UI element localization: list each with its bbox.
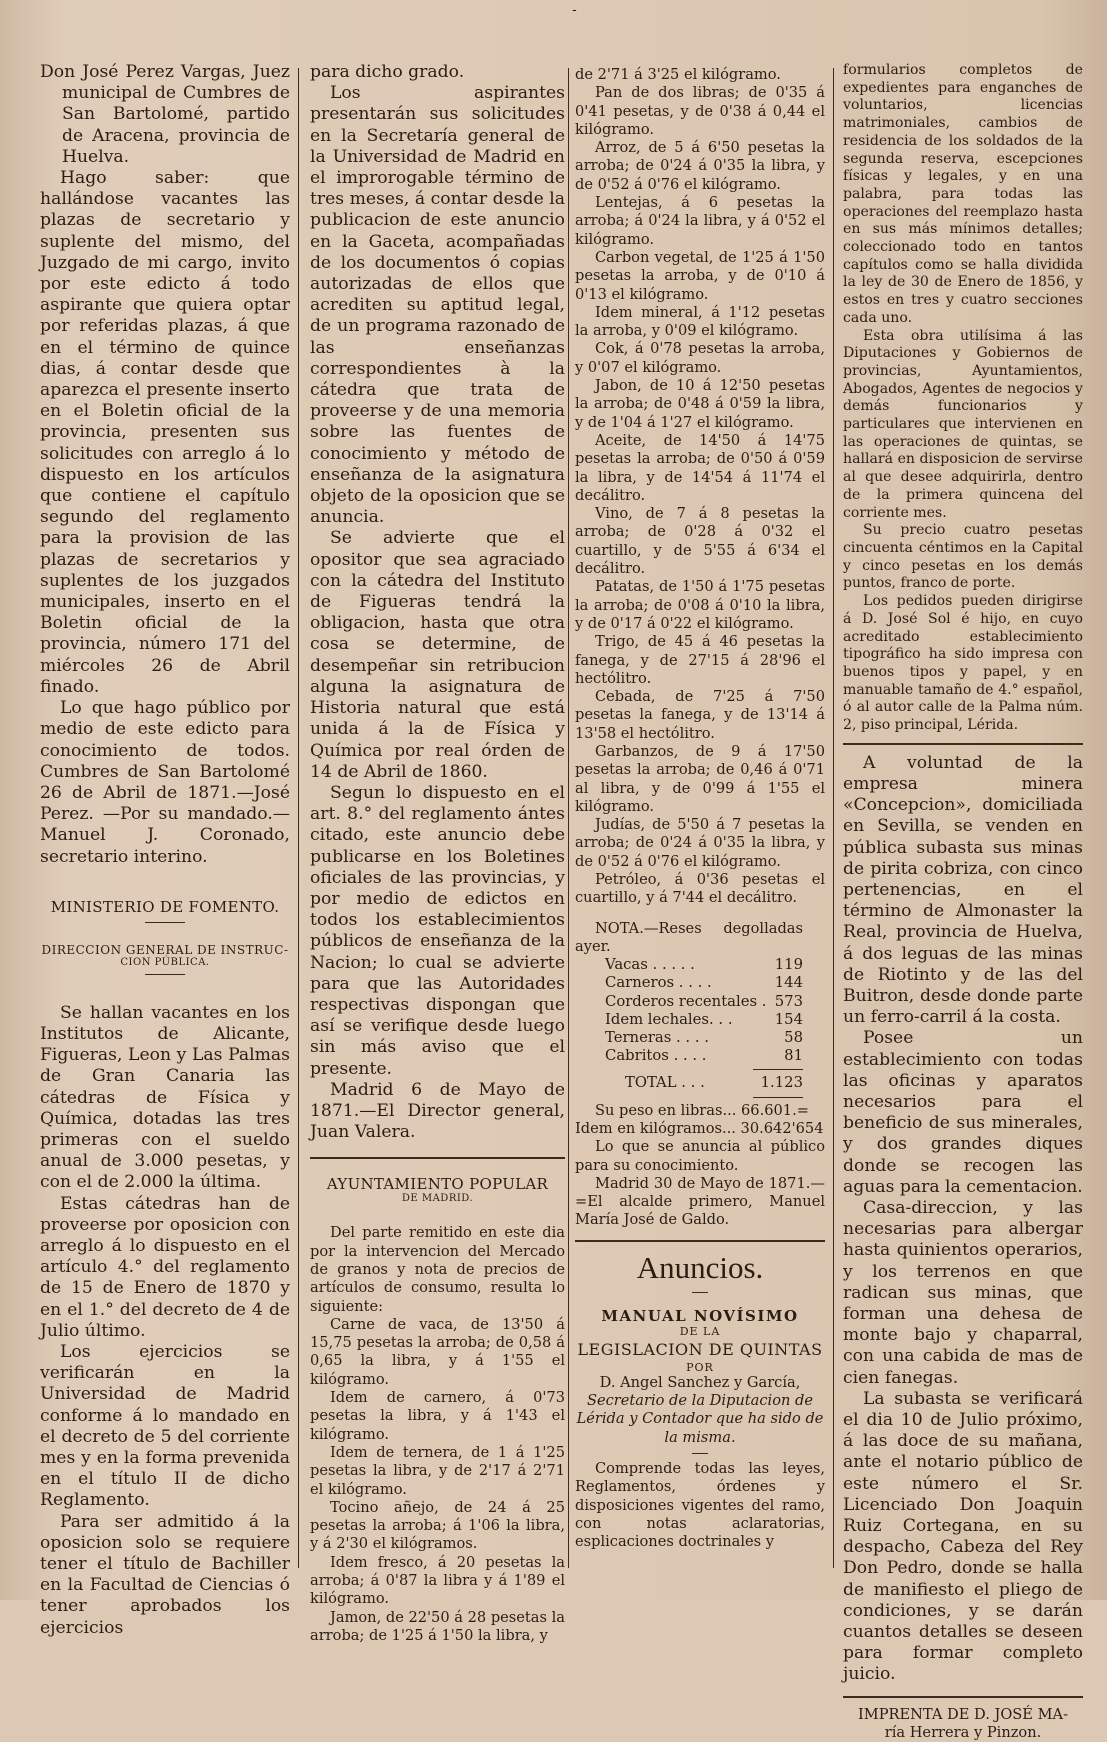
ad-paragraph: Su precio cuatro pesetas cincuenta céntimos en la Capital y cinco pesetas en los demás puntos, franco de porte.	[843, 522, 1083, 592]
notice-paragraph: Lo que se anuncia al público para su conocimiento.	[575, 1138, 825, 1174]
notice-paragraph: para dicho grado.	[310, 62, 465, 82]
notice-paragraph: Hago saber: que hallándose vacantes las plazas de secretario y suplente del mismo, del Juzgado de mi cargo, invito por este edicto á todo aspirante que quiera optar por referidas plazas, á que en el término de quince dias, á contar desde que aparezca el presente inserto en el Boletin oficial de la provincia, presenten sus solicitudes con arreglo á lo dispuesto en los artículos que contiene el capítulo segundo del reglamento para la provision de las plazas de secretarios y suplentes de los juzgados municipales, inserto en el Boletin oficial de la provincia, número 171 del miércoles 26 de Abril finado.	[40, 168, 290, 697]
market-item: Arroz, de 5 á 6'50 pesetas la arroba; de 0'24 á 0'35 la libra, y de 0'52 á 0'76 el kilógramo.	[575, 139, 825, 193]
ad-paragraph: Comprende todas las leyes, Reglamentos, órdenes y disposiciones vigentes del ramo, con notas aclaratorias, esplicaciones doctrinales y	[575, 1459, 825, 1551]
ad-author-role: Secretario de la Diputacion de Lérida y Contador que ha sido de la misma.	[576, 1392, 824, 1446]
ad-paragraph: Esta obra utilísima á las Diputaciones y Gobiernos de provincias, Ayuntamientos, Abogados, Agentes de negocios y demás funcionarios y particulares que intervienen en las operaciones de quintas, se hallará en disposicion de servirse al que desee adquirirla, dentro de la primera quincena del corriente mes.	[843, 327, 1083, 521]
notice-paragraph: Segun lo dispuesto en el art. 8.° del reglamento ántes citado, este anuncio debe publicarse en los Boletines oficiales de las provincias, y por medio de edictos en todos los establecimientos públicos de enseñanza de la Nacion; lo cual se advierte para que las Autoridades respectivas dispongan que así se verifique desde luego sin más aviso que el presente.	[310, 782, 565, 1079]
ad-paragraph: La subasta se verificará el dia 10 de Julio próximo, á las doce de su mañana, ante el notario público de este número el Sr. Licenciado Don Joaquin Ruiz Cortegana, en su despacho, Cabeza del Rey Don Pedro, donde se halla de manifiesto el pliego de condiciones, y se darán cuantos detalles se deseen para formar completo juicio.	[843, 1388, 1083, 1685]
notice-paragraph: Para ser admitido á la oposicion solo se requiere tener el título de Bachiller en la Facultad de Ciencias ó tener aprobados los ejercicios	[40, 1511, 290, 1638]
imprint: ría Herrera y Pinzon.	[884, 1723, 1042, 1741]
slaughter-row: Corderos recentales . 573	[605, 992, 803, 1010]
column-rule	[568, 68, 569, 1568]
market-item: Carne de vaca, de 13'50 á 15,75 pesetas la arroba; de 0,58 á 0,65 la libra, y á 1'55 el kilógramo.	[310, 1315, 565, 1388]
market-item: Lentejas, á 6 pesetas la arroba; á 0'24 la libra, y á 0'52 el kilógramo.	[575, 194, 825, 248]
ad-title: DE LA	[679, 1324, 721, 1338]
market-item: Tocino añejo, de 24 á 25 pesetas la arroba; á 1'06 la libra, y á 2'30 el kilógramos.	[310, 1498, 565, 1553]
market-item: Vino, de 7 á 8 pesetas la arroba; de 0'28 á 0'32 el cuartillo, y de 5'55 á 6'34 el decálitro.	[575, 505, 825, 578]
market-item: Petróleo, á 0'36 pesetas el cuartillo, y á 7'44 el decálitro.	[575, 871, 825, 907]
section-subtitle: CION PÚBLICA.	[120, 956, 210, 968]
market-item: Idem fresco, á 20 pesetas la arroba; á 0'87 la libra y á 1'89 el kilógramo.	[310, 1553, 565, 1608]
ad-paragraph: formularios completos de expedientes para enganches de voluntarios, licencias matrimoniales, cambios de residencia de los soldados de la segunda reserva, escepciones físicas y legales, y en una palabra, para todas las operaciones del reemplazo hasta en sus más mínimos detalles; coleccionado todo en tantos capítulos como se halla dividida la ley de 30 de Enero de 1856, y estos en tres y cuatro secciones cada uno.	[843, 62, 1083, 326]
ad-title: POR	[686, 1360, 714, 1374]
market-item: Jabon, de 10 á 12'50 pesetas la arroba; de 0'48 á 0'59 la libra, y de 1'04 á 1'27 el kilógramo.	[575, 377, 825, 431]
ad-title: LEGISLACION DE QUINTAS	[577, 1339, 823, 1359]
ad-paragraph: Posee un establecimiento con todas las oficinas y aparatos necesarios para el beneficio de sus minerales, y dos grandes diques donde se recogen las aguas para la cementacion.	[843, 1028, 1083, 1197]
notice-paragraph: Se advierte que el opositor que sea agraciado con la cátedra del Instituto de Figueras tendrá la obligacion, hasta que otra cosa se determine, de desempeñar sin retribucion alguna la asignatura de Historia natural que está unida á la de Física y Química por real órden de 14 de Abril de 1860.	[310, 528, 565, 782]
market-item: Idem mineral, á 1'12 pesetas la arroba, y 0'09 el kilógramo.	[575, 303, 825, 340]
market-item: Cok, á 0'78 pesetas la arroba, y 0'07 el kilógramo.	[575, 340, 825, 376]
column-1	[40, 62, 290, 1639]
section-subtitle: DIRECCION GENERAL DE INSTRUC-	[41, 942, 289, 957]
imprint: IMPRENTA DE D. JOSÉ MA-	[857, 1705, 1069, 1723]
slaughter-heading: NOTA.—Reses degolladas ayer.	[575, 919, 803, 955]
column-rule	[833, 68, 834, 1568]
market-item: Trigo, de 45 á 46 pesetas la fanega, y de 27'15 á 28'96 el hectólitro.	[575, 633, 825, 687]
column-4	[843, 62, 1083, 1742]
ad-paragraph: Casa-direccion, y las necesarias para albergar hasta quinientos operarios, y los terrenos en que radican sus minas, que forman una dehesa de monte bajo y chaparral, con una cabida de mas de cien fanegas.	[843, 1197, 1083, 1388]
ads-heading: Anuncios.	[636, 1249, 764, 1285]
section-title: MINISTERIO DE FOMENTO.	[50, 897, 280, 916]
top-mark: -	[572, 2, 577, 18]
slaughter-row: Idem lechales. . . 154	[605, 1010, 803, 1028]
slaughter-row: Carneros . . . . 144	[605, 974, 803, 992]
notice-paragraph: Los ejercicios se verificarán en la Universidad de Madrid conforme á lo mandado en el decreto de 5 del corriente mes y en la forma prevenida en el título II de dicho Reglamento.	[40, 1341, 290, 1511]
market-item: Jamon, de 22'50 á 28 pesetas la arroba; de 1'25 á 1'50 la libra, y	[310, 1608, 565, 1644]
ad-title: MANUAL NOVÍSIMO	[601, 1306, 799, 1325]
column-3	[575, 62, 825, 1551]
ad-author: D. Angel Sanchez y García,	[599, 1373, 801, 1391]
slaughter-total: TOTAL . . . 1.123	[625, 1074, 803, 1092]
market-item: Aceite, de 14'50 á 14'75 pesetas la arroba; de 0'50 á 0'59 la libra, y de 14'54 á 11'74 el decálitro.	[575, 431, 825, 504]
weight-line: Idem en kilógramos... 30.642'654	[575, 1119, 824, 1137]
ad-paragraph: A voluntad de la empresa minera «Concepcion», domiciliada en Sevilla, se venden en pública subasta sus minas de pirita cobriza, con cinco pertenencias, en el término de Almonaster la Real, provincia de Huelva, á dos leguas de las minas de Riotinto y de las del Buitron, desde donde parte un ferro-carril á la costa.	[843, 752, 1083, 1028]
market-item: Idem de carnero, á 0'73 pesetas la libra, y á 1'43 el kilógramo.	[310, 1389, 565, 1443]
notice-heading: Don José Perez Vargas, Juez municipal de Cumbres de San Bartolomé, partido de Aracena, provincia de Huelva.	[40, 62, 290, 167]
slaughter-table	[575, 920, 825, 1098]
section-subtitle: DE MADRID.	[401, 1193, 474, 1205]
notice-paragraph: Los aspirantes presentarán sus solicitudes en la Secretaría general de la Universidad de Madrid en el improrogable término de tres meses, á contar desde la publicacion de este anuncio en la Gaceta, acompañadas de los documentos ó copias autorizadas de ellos que acrediten su aptitud legal, de un programa razonado de las enseñanzas correspondientes à la cátedra que trata de proveerse y de una memoria sobre las fuentes de conocimiento y método de enseñanza de la asignatura objeto de la oposicion que se anuncia.	[310, 83, 565, 528]
notice-paragraph: Se hallan vacantes en los Institutos de Alicante, Figueras, Leon y Las Palmas de Gran Canaria las cátedras de Física y Química, dotadas las tres primeras con el sueldo anual de 3.000 pesetas, y con el de 2.000 la última.	[40, 1002, 290, 1193]
market-item: Cebada, de 7'25 á 7'50 pesetas la fanega, y de 13'14 á 13'58 el hectólitro.	[575, 688, 825, 742]
notice-signature: Madrid 6 de Mayo de 1871.—El Director general, Juan Valera.	[310, 1079, 565, 1143]
notice-paragraph: Estas cátedras han de proveerse por oposicion con arreglo á lo dispuesto en el artículo 4.° del reglamento de 15 de Enero de 1870 y en el 1.° del decreto de 4 de Julio último.	[40, 1193, 290, 1341]
column-rule	[298, 68, 299, 1568]
market-paragraph: Del parte remitido en este dia por la intervencion del Mercado de granos y nota de precios de artículos de consumo, resulta lo siguiente:	[310, 1224, 565, 1315]
market-item: Judías, de 5'50 á 7 pesetas la arroba; de 0'24 á 0'35 la libra, y de 0'52 á 0'76 el kilógramo.	[575, 816, 825, 870]
weight-line: Su peso en libras... 66.601.=	[595, 1101, 809, 1119]
market-item: de 2'71 á 3'25 el kilógramo.	[575, 66, 781, 83]
slaughter-row: Vacas . . . . . 119	[605, 956, 803, 974]
slaughter-row: Cabritos . . . . 81	[605, 1047, 803, 1065]
market-item: Patatas, de 1'50 á 1'75 pesetas la arroba; de 0'08 á 0'10 la libra, y de 0'17 á 0'22 el kilógramo.	[575, 578, 825, 632]
market-item: Pan de dos libras; de 0'35 á 0'41 pesetas, y de 0'38 á 0,44 el kilógramo.	[575, 84, 825, 138]
market-item: Idem de ternera, de 1 á 1'25 pesetas la libra, y de 2'17 á 2'71 el kilógramo.	[310, 1443, 565, 1498]
ad-paragraph: Los pedidos pueden dirigirse á D. José Sol é hijo, en cuyo acreditado establecimiento tipográfico ha sido impresa con buenos tipos y papel, y en manuable tamaño de 4.° español, ó al autor calle de la Palma núm. 2, piso principal, Lérida.	[843, 593, 1083, 734]
slaughter-row: Terneras . . . . 58	[605, 1029, 803, 1047]
notice-paragraph: Lo que hago público por medio de este edicto para conocimiento de todos. Cumbres de San Bartolomé 26 de Abril de 1871.—José Perez. —Por su mandado.—Manuel J. Coronado, secretario interino.	[40, 698, 290, 867]
market-item: Garbanzos, de 9 á 17'50 pesetas la arroba; de 0,46 á 0'71 al libra, y de 0'99 á 1'55 el kilógramo.	[575, 742, 825, 815]
section-title: AYUNTAMIENTO POPULAR	[326, 1175, 549, 1194]
market-item: Carbon vegetal, de 1'25 á 1'50 pesetas la arroba, y de 0'10 á 0'13 el kilógramo.	[575, 248, 825, 303]
column-2	[310, 62, 565, 1645]
notice-signature: Madrid 30 de Mayo de 1871.— =El alcalde primero, Manuel María José de Galdo.	[575, 1174, 825, 1229]
